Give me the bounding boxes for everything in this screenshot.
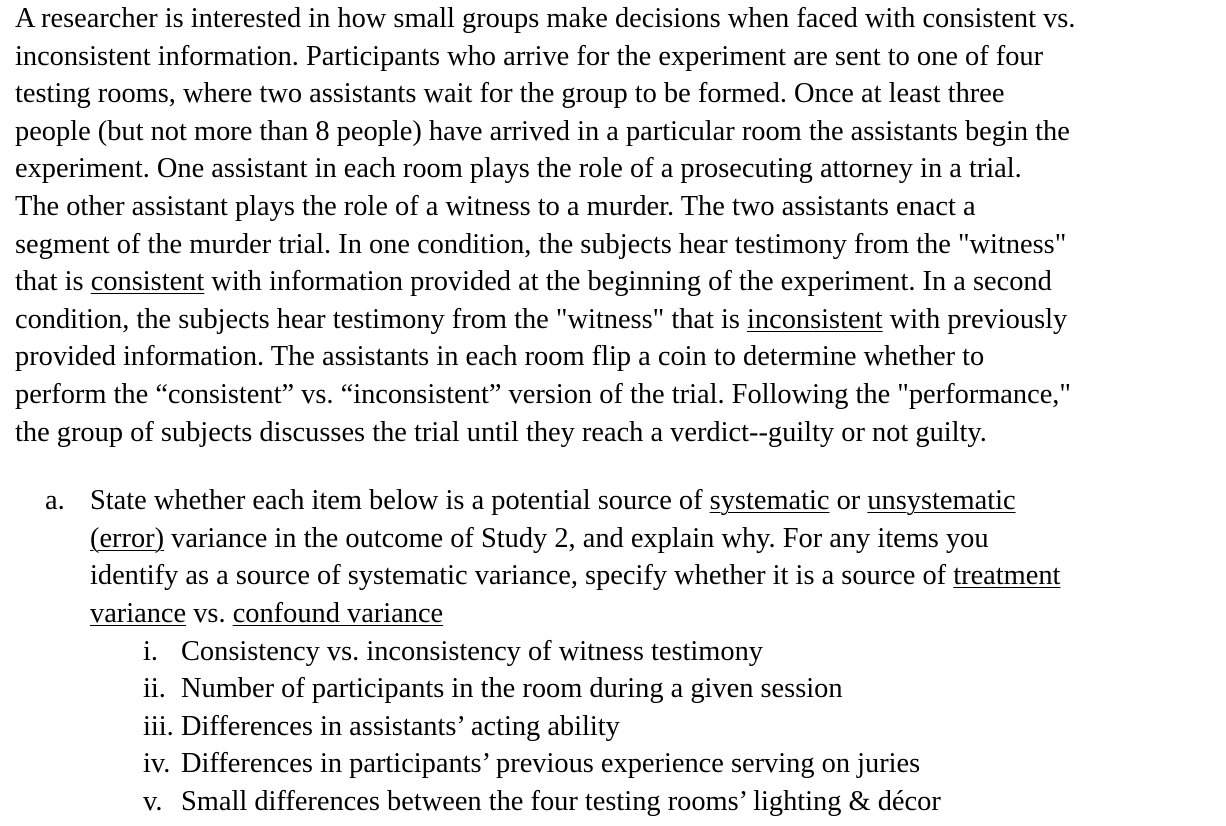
underlined-term-systematic: systematic <box>709 485 830 516</box>
document <box>15 0 1215 451</box>
question-text-run: vs. <box>186 597 233 629</box>
item-number: ii. <box>143 673 166 705</box>
question-text-run: identify as a source of systematic variance, specify whether it is a source of <box>90 560 954 592</box>
underlined-term-variance: variance <box>90 597 187 629</box>
intro-text: condition, the subjects hear testimony from the "witness" that is <box>15 303 748 335</box>
intro-paragraph <box>15 0 1215 451</box>
underlined-term-error: (error) <box>90 522 165 554</box>
item-list <box>143 633 941 820</box>
underlined-term-inconsistent: inconsistent <box>747 303 883 335</box>
item-number: v. <box>143 785 163 817</box>
question-line <box>90 520 1060 558</box>
question-marker: a. <box>45 485 65 516</box>
item-text: Differences in participants’ previous experience serving on juries <box>181 748 921 780</box>
intro-line: inconsistent information. Participants who arrive for the experiment are sent to one of four <box>15 40 1044 72</box>
item-number: i. <box>143 636 158 667</box>
item-text: Number of participants in the room during a given session <box>181 673 843 705</box>
item-text: Small differences between the four testing rooms’ lighting & décor <box>181 785 941 817</box>
question-line <box>90 595 1060 633</box>
list-item <box>143 783 941 820</box>
list-item <box>143 670 941 707</box>
intro-line <box>15 263 1215 301</box>
intro-line: testing rooms, where two assistants wait for the group to be formed. Once at least three <box>15 78 1005 110</box>
question-text-run: or <box>829 485 868 516</box>
intro-line: experiment. One assistant in each room plays the role of a prosecuting attorney in a trial. <box>15 153 1022 185</box>
list-item <box>143 708 941 745</box>
question-text <box>90 482 1060 632</box>
underlined-term-unsystematic: unsystematic <box>867 485 1016 516</box>
intro-text: with previously <box>882 303 1068 335</box>
intro-line: segment of the murder trial. In one condition, the subjects hear testimony from the "witness" <box>15 228 1067 260</box>
item-text: Consistency vs. inconsistency of witness testimony <box>181 636 763 667</box>
intro-line: the group of subjects discusses the trial until they reach a verdict--guilty or not guilty. <box>15 416 987 448</box>
underlined-term-consistent: consistent <box>90 266 205 298</box>
intro-line: provided information. The assistants in each room flip a coin to determine whether to <box>15 341 985 373</box>
intro-line: people (but not more than 8 people) have arrived in a particular room the assistants begin the <box>15 115 1070 147</box>
list-item <box>143 745 941 782</box>
intro-text: that is <box>15 266 91 298</box>
underlined-term-confound-variance: confound variance <box>232 597 444 629</box>
list-item <box>143 633 941 670</box>
underlined-term-treatment: treatment <box>953 560 1061 592</box>
intro-line: perform the “consistent” vs. “inconsistent” version of the trial. Following the "performance," <box>15 378 1071 410</box>
item-number: iv. <box>143 748 171 780</box>
intro-text: with information provided at the beginning of the experiment. In a second <box>204 266 1052 298</box>
intro-line: A researcher is interested in how small groups make decisions when faced with consistent vs. <box>15 3 1076 34</box>
intro-line: The other assistant plays the role of a witness to a murder. The two assistants enact a <box>15 190 976 222</box>
item-text: Differences in assistants’ acting ability <box>181 710 620 742</box>
question-text-run: State whether each item below is a potential source of <box>90 485 710 516</box>
question-text-run: variance in the outcome of Study 2, and explain why. For any items you <box>164 522 989 554</box>
question-line <box>90 557 1060 595</box>
question-line <box>90 482 1060 520</box>
item-number: iii. <box>143 710 174 742</box>
intro-line <box>15 301 1215 339</box>
